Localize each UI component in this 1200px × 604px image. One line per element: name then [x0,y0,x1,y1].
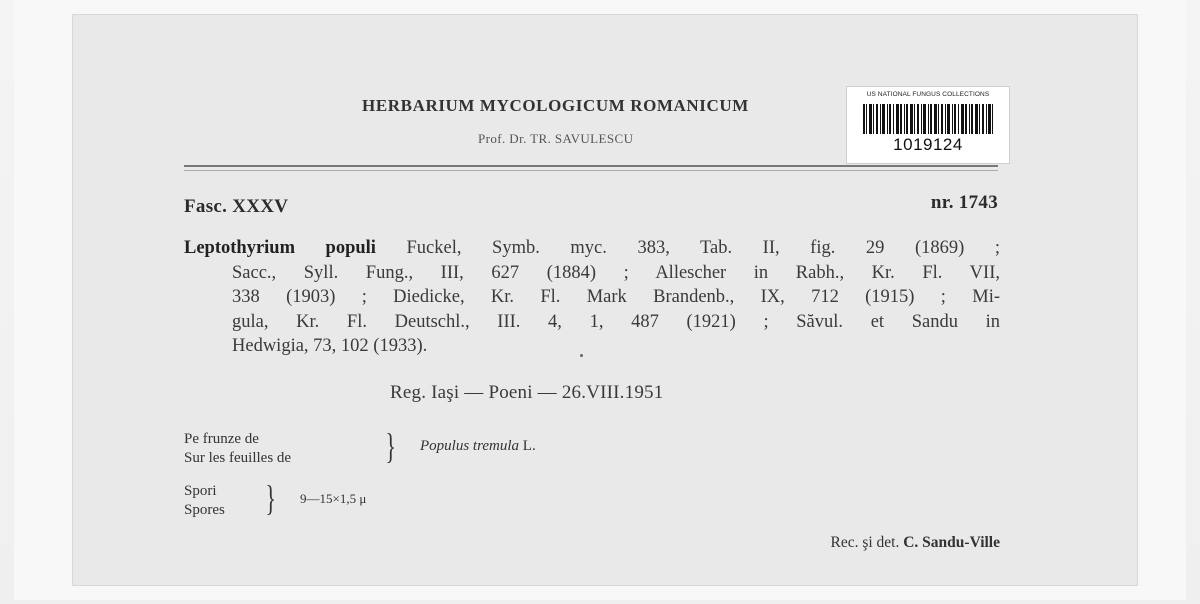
citation-line-5: Hedwigia, 73, 102 (1933). [232,336,428,356]
collector-name: C. Sandu-Ville [903,534,1000,551]
barcode-caption: US NATIONAL FUNGUS COLLECTIONS [866,91,990,98]
collector-credit [830,534,1000,552]
host-brace: } [385,426,396,466]
citation-line-1 [184,236,1000,261]
header-rule [184,165,998,167]
spore-label-ro: Spori [184,483,217,499]
specimen-number: nr. 1743 [930,192,998,213]
host-species [420,438,536,455]
collector-prefix: Rec. şi det. [830,534,900,551]
citation-line-3: 338 (1903) ; Diedicke, Kr. Fl. Mark Brandenb., IX, 712 (1915) ; Mi- [232,287,1000,307]
citation-text-1: Fuckel, Symb. myc. 383, Tab. II, fig. 29 (1869) ; [406,238,1000,258]
herbarium-director: Prof. Dr. TR. SAVULESCU [478,131,634,146]
spore-labels [184,482,225,520]
host-label-fr: Sur les feuilles de [184,450,292,466]
species-name: Leptothyrium populi [184,238,376,258]
spore-label-fr: Spores [184,502,225,518]
host-name: Populus tremula [420,438,520,454]
spore-brace: } [265,478,276,518]
barcode-number: 1019124 [893,135,963,154]
herbarium-title: HERBARIUM MYCOLOGICUM ROMANICUM [362,96,749,115]
host-labels [184,430,291,468]
host-label-ro: Pe frunze de [184,431,259,447]
citation-line-2: Sacc., Syll. Fung., III, 627 (1884) ; Allescher in Rabh., Kr. Fl. VII, [232,262,1000,283]
barcode-icon [863,104,993,134]
fascicle-label: Fasc. XXXV [184,196,289,217]
locality-date: Reg. Iaşi — Poeni — 26.VIII.1951 [390,382,664,403]
species-citation [184,236,1000,359]
host-author: L. [522,438,536,454]
spore-size: 9—15×1,5 μ [300,491,367,506]
header-rule-thin [184,170,998,171]
speck-mark [580,354,583,357]
citation-line-4: gula, Kr. Fl. Deutschl., III. 4, 1, 487 (1921) ; Săvul. et Sandu in [232,311,1000,332]
barcode-sticker [846,86,1010,164]
